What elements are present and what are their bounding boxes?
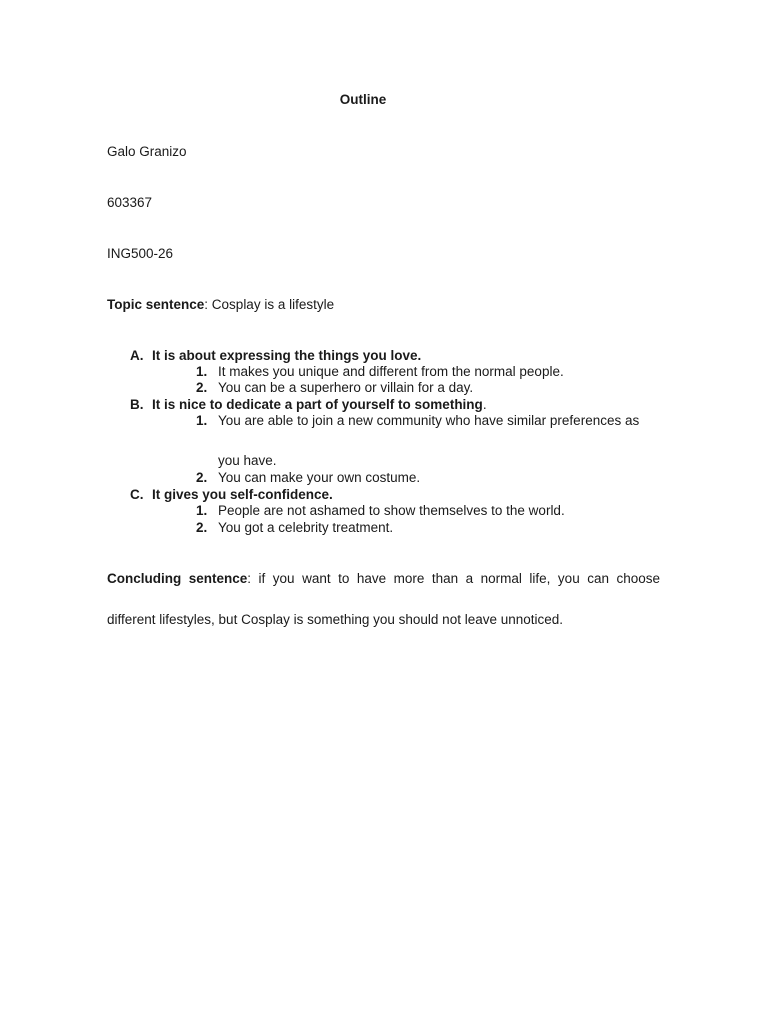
course-code: ING500-26 (107, 246, 174, 261)
outline-subpoint (196, 520, 393, 536)
subpoint-number: 1. (196, 364, 208, 379)
author-name: Galo Granizo (107, 144, 187, 159)
subpoint-text: You can be a superhero or villain for a day. (218, 380, 474, 395)
subpoint-text: You got a celebrity treatment. (218, 520, 394, 535)
topic-separator: : (204, 297, 209, 312)
subpoint-text: You are able to join a new community who have similar preferences as (218, 413, 640, 428)
student-id: 603367 (107, 195, 153, 210)
point-letter: A. (130, 348, 144, 363)
subpoint-number: 2. (196, 470, 208, 485)
outline-subpoint (196, 380, 473, 396)
conclusion-text: if you want to have more than a normal life, you can choose (251, 571, 660, 586)
point-text: It gives you self-confidence. (152, 487, 333, 502)
outline-subpoint (196, 413, 639, 429)
point-text: It is nice to dedicate a part of yourself to something (152, 397, 483, 412)
subpoint-text: People are not ashamed to show themselves to the world. (218, 503, 565, 518)
concluding-sentence-continuation: different lifestyles, but Cosplay is something you should not leave unnoticed. (107, 612, 564, 627)
subpoint-continuation: you have. (218, 453, 277, 468)
point-suffix: . (482, 397, 487, 412)
topic-text: Cosplay is a lifestyle (208, 297, 335, 312)
subpoint-number: 2. (196, 520, 208, 535)
conclusion-label: Concluding sentence (107, 571, 248, 586)
point-text: It is about expressing the things you love. (152, 348, 422, 363)
point-letter: B. (130, 397, 144, 412)
outline-subpoint (196, 364, 564, 380)
subpoint-number: 1. (196, 413, 208, 428)
concluding-sentence (107, 571, 660, 587)
subpoint-text: You can make your own costume. (218, 470, 421, 485)
document-title: Outline (339, 92, 387, 107)
topic-sentence (107, 297, 334, 313)
subpoint-number: 1. (196, 503, 208, 518)
outline-subpoint (196, 470, 420, 486)
topic-label: Topic sentence (107, 297, 205, 312)
conclusion-separator: : (247, 571, 252, 586)
subpoint-number: 2. (196, 380, 208, 395)
outline-point-c (130, 487, 333, 503)
point-letter: C. (130, 487, 144, 502)
subpoint-text: It makes you unique and different from the normal people. (218, 364, 564, 379)
outline-point-b (130, 397, 487, 413)
outline-point-a (130, 348, 421, 364)
outline-subpoint (196, 503, 565, 519)
